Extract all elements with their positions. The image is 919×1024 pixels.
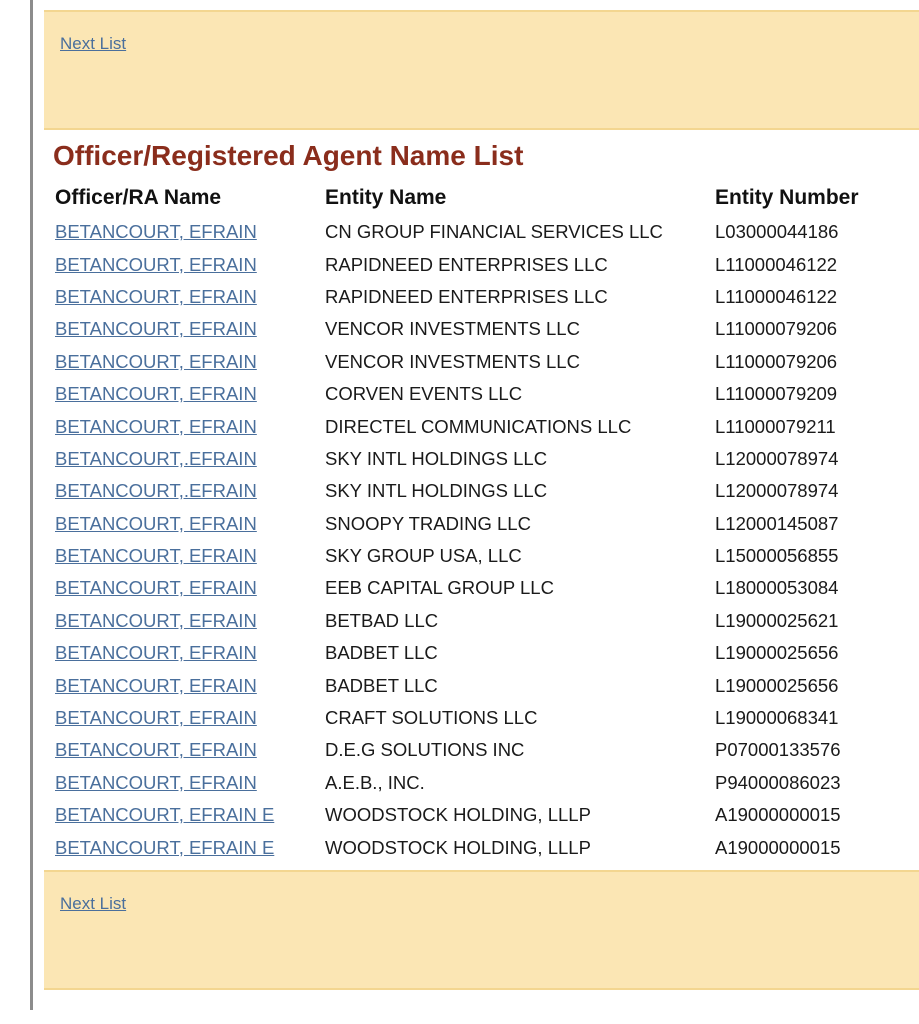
table-row <box>48 216 878 248</box>
table-row <box>48 540 878 572</box>
officer-name-cell <box>48 508 318 540</box>
officer-name-cell <box>48 248 318 280</box>
next-list-link-top[interactable]: Next List <box>60 34 127 53</box>
officer-name-cell <box>48 346 318 378</box>
officer-name-link[interactable]: BETANCOURT, EFRAIN <box>55 771 257 793</box>
table-row <box>48 605 878 637</box>
officer-name-cell <box>48 572 318 604</box>
entity-name-cell: RAPIDNEED ENTERPRISES LLC <box>325 253 608 275</box>
column-header-entity-number: Entity Number <box>715 186 859 209</box>
entity-name-cell: SKY GROUP USA, LLC <box>325 545 522 567</box>
entity-name-cell: CRAFT SOLUTIONS LLC <box>325 707 538 729</box>
entity-number-cell: L03000044186 <box>715 221 839 243</box>
officer-name-link[interactable]: BETANCOURT, EFRAIN <box>55 512 257 534</box>
column-header-entity-name: Entity Name <box>325 186 447 209</box>
officer-name-link[interactable]: BETANCOURT, EFRAIN <box>55 642 257 664</box>
officer-name-cell <box>48 605 318 637</box>
table-row <box>48 313 878 345</box>
officer-name-link[interactable]: BETANCOURT, EFRAIN <box>55 350 257 372</box>
entity-name-cell: SKY INTL HOLDINGS LLC <box>325 480 548 502</box>
officer-name-cell <box>48 281 318 313</box>
table-row <box>48 799 878 831</box>
entity-number-cell: L12000145087 <box>715 512 839 534</box>
officer-name-cell <box>48 216 318 248</box>
entity-name-cell: CORVEN EVENTS LLC <box>325 383 523 405</box>
entity-name-cell: SNOOPY TRADING LLC <box>325 512 531 534</box>
officer-name-link[interactable]: BETANCOURT, EFRAIN <box>55 674 257 696</box>
table-row <box>48 378 878 410</box>
entity-number-cell: L15000056855 <box>715 545 839 567</box>
officer-name-link[interactable]: BETANCOURT, EFRAIN <box>55 253 257 275</box>
entity-number-cell: L12000078974 <box>715 480 839 502</box>
entity-number-cell: P07000133576 <box>715 739 841 761</box>
officer-name-cell <box>48 734 318 766</box>
entity-name-cell: CN GROUP FINANCIAL SERVICES LLC <box>325 221 663 243</box>
left-border-rule <box>30 0 33 1010</box>
officer-name-cell <box>48 410 318 442</box>
entity-number-cell: L11000079211 <box>715 415 836 437</box>
entity-name-cell: BADBET LLC <box>325 642 438 664</box>
page-title: Officer/Registered Agent Name List <box>53 140 524 171</box>
officer-name-link[interactable]: BETANCOURT, EFRAIN <box>55 415 257 437</box>
table-row <box>48 572 878 604</box>
entity-name-cell: BADBET LLC <box>325 674 438 696</box>
entity-name-cell: DIRECTEL COMMUNICATIONS LLC <box>325 415 632 437</box>
entity-number-cell: L19000025656 <box>715 674 839 696</box>
entity-number-cell: L11000046122 <box>715 285 838 307</box>
bottom-navigation-band <box>44 870 919 990</box>
officer-name-link[interactable]: BETANCOURT, EFRAIN E <box>55 804 275 826</box>
officer-name-cell <box>48 313 318 345</box>
officer-name-link[interactable]: BETANCOURT, EFRAIN <box>55 545 257 567</box>
officer-name-cell <box>48 637 318 669</box>
entity-name-cell: BETBAD LLC <box>325 609 439 631</box>
officer-name-link[interactable]: BETANCOURT,.EFRAIN <box>55 480 257 502</box>
table-row <box>48 734 878 766</box>
officer-name-cell <box>48 378 318 410</box>
table-header-row <box>48 180 878 216</box>
table-row <box>48 346 878 378</box>
officer-name-link[interactable]: BETANCOURT, EFRAIN <box>55 707 257 729</box>
entity-number-cell: L11000046122 <box>715 253 838 275</box>
entity-number-cell: L11000079206 <box>715 318 838 340</box>
entity-name-cell: WOODSTOCK HOLDING, LLLP <box>325 836 591 858</box>
column-header-officer-ra-name: Officer/RA Name <box>55 186 222 209</box>
next-list-link-bottom[interactable]: Next List <box>60 894 127 913</box>
entity-number-cell: A19000000015 <box>715 836 841 858</box>
top-navigation-band <box>44 10 919 130</box>
table-row <box>48 508 878 540</box>
table-row <box>48 475 878 507</box>
officer-name-cell <box>48 443 318 475</box>
officer-name-cell <box>48 540 318 572</box>
table-row <box>48 669 878 701</box>
officer-name-link[interactable]: BETANCOURT, EFRAIN <box>55 739 257 761</box>
officer-name-cell <box>48 831 318 863</box>
table-row <box>48 281 878 313</box>
table-row <box>48 637 878 669</box>
officer-name-link[interactable]: BETANCOURT,.EFRAIN <box>55 447 257 469</box>
entity-number-cell: L19000025621 <box>715 609 839 631</box>
entity-name-cell: VENCOR INVESTMENTS LLC <box>325 350 580 372</box>
officer-name-link[interactable]: BETANCOURT, EFRAIN <box>55 318 257 340</box>
officer-name-cell <box>48 767 318 799</box>
officer-name-link[interactable]: BETANCOURT, EFRAIN E <box>55 836 275 858</box>
table-row <box>48 831 878 863</box>
table-body <box>48 216 878 864</box>
table-row <box>48 767 878 799</box>
entity-number-cell: L12000078974 <box>715 447 839 469</box>
entity-number-cell: L11000079209 <box>715 383 838 405</box>
entity-name-cell: WOODSTOCK HOLDING, LLLP <box>325 804 591 826</box>
entity-number-cell: L18000053084 <box>715 577 839 599</box>
entity-number-cell: L19000025656 <box>715 642 839 664</box>
entity-name-cell: RAPIDNEED ENTERPRISES LLC <box>325 285 608 307</box>
officer-name-cell <box>48 799 318 831</box>
officer-name-link[interactable]: BETANCOURT, EFRAIN <box>55 609 257 631</box>
officer-name-cell <box>48 669 318 701</box>
entity-number-cell: A19000000015 <box>715 804 841 826</box>
officer-name-link[interactable]: BETANCOURT, EFRAIN <box>55 383 257 405</box>
results-table <box>48 180 878 864</box>
entity-number-cell: P94000086023 <box>715 771 841 793</box>
officer-name-cell <box>48 475 318 507</box>
entity-name-cell: D.E.G SOLUTIONS INC <box>325 739 525 761</box>
entity-name-cell: A.E.B., INC. <box>325 771 425 793</box>
table-row <box>48 702 878 734</box>
officer-name-link[interactable]: BETANCOURT, EFRAIN <box>55 285 257 307</box>
entity-number-cell: L11000079206 <box>715 350 838 372</box>
entity-name-cell: VENCOR INVESTMENTS LLC <box>325 318 580 340</box>
entity-name-cell: EEB CAPITAL GROUP LLC <box>325 577 554 599</box>
table-row <box>48 410 878 442</box>
table-row <box>48 248 878 280</box>
entity-number-cell: L19000068341 <box>715 707 839 729</box>
entity-name-cell: SKY INTL HOLDINGS LLC <box>325 447 548 469</box>
officer-name-link[interactable]: BETANCOURT, EFRAIN <box>55 577 257 599</box>
officer-name-cell <box>48 702 318 734</box>
table-row <box>48 443 878 475</box>
officer-name-link[interactable]: BETANCOURT, EFRAIN <box>55 221 257 243</box>
